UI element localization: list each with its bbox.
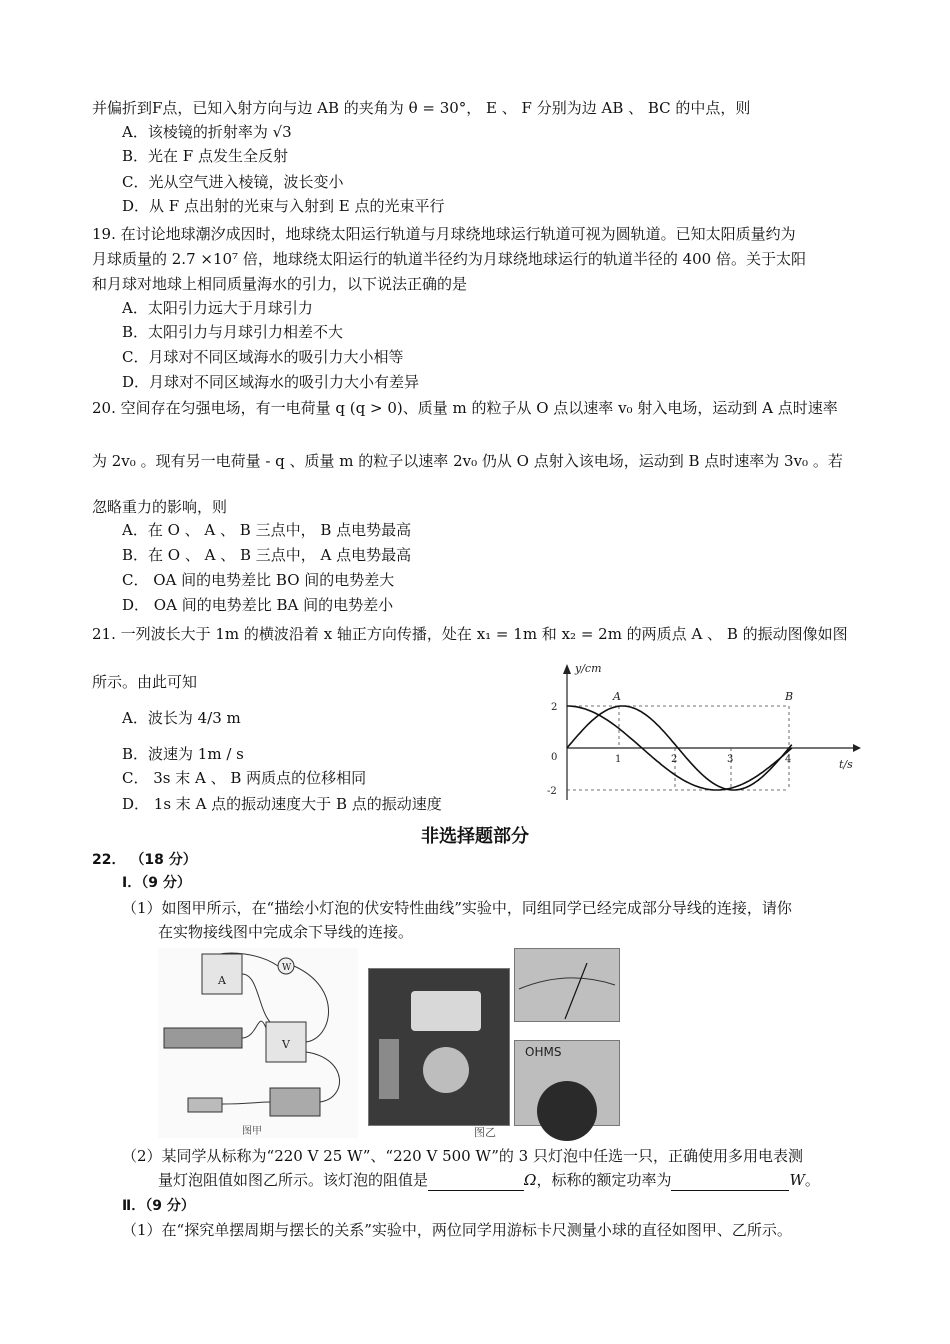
q22-p1-line1: （1）如图甲所示，在“描绘小灯泡的伏安特性曲线”实验中，同组同学已经完成部分导线的连接，请你	[122, 899, 792, 917]
q18-option-b: B．光在 F 点发生全反射	[122, 147, 288, 165]
q21-line-2: 所示。由此可知	[92, 673, 198, 691]
fig-jia-caption: 图甲	[242, 1126, 262, 1137]
q20-line-1: 20. 空间存在匀强电场，有一电荷量 q (q > 0)、质量 m 的粒子从 O 点以速率 v₀ 射入电场，运动到 A 点时速率	[92, 399, 838, 417]
y-axis-label: y/cm	[575, 662, 602, 675]
unit-ohm: Ω	[524, 1171, 537, 1189]
resistance-blank[interactable]	[428, 1170, 524, 1191]
battery	[270, 1088, 320, 1116]
y-tick-2: 2	[551, 702, 558, 713]
x-tick-3: 3	[727, 754, 734, 765]
q21-option-d: D． 1s 末 A 点的振动速度大于 B 点的振动速度	[122, 795, 442, 813]
switch	[188, 1098, 222, 1112]
svg-text:A: A	[218, 974, 226, 987]
multimeter-knob	[423, 1047, 469, 1093]
q20-option-a: A．在 O 、 A 、 B 三点中， B 点电势最高	[122, 521, 412, 539]
q19-option-c: C．月球对不同区域海水的吸引力大小相等	[122, 348, 404, 366]
q19-option-a: A．太阳引力远大于月球引力	[122, 299, 313, 317]
q19-line-2: 月球质量的 2.7 ×10⁷ 倍，地球绕太阳运行的轨道半径约为月球绕地球运行的轨道半径的 400 倍。关于太阳	[92, 250, 806, 268]
q20-option-c: C． OA 间的电势差比 BO 间的电势差大	[122, 571, 395, 589]
q18-line: 并偏折到F点，已知入射方向与边 AB 的夹角为 θ = 30°， E 、 F 分别为边 AB 、 BC 的中点，则	[92, 99, 751, 117]
p2-end: 。	[804, 1171, 820, 1189]
q21-option-c: C． 3s 末 A 、 B 两质点的位移相同	[122, 769, 367, 787]
svg-text:V: V	[282, 1038, 290, 1051]
x-tick-4: 4	[785, 754, 792, 765]
q19-line-1: 19. 在讨论地球潮汐成因时，地球绕太阳运行轨道与月球绕地球运行轨道可视为圆轨道。已知太阳质量约为	[92, 225, 796, 243]
q22-p3-line1: （1）在“探究单摆周期与摆长的关系”实验中，两位同学用游标卡尺测量小球的直径如图甲、乙所示。	[122, 1221, 792, 1239]
fig-yi-caption: 图乙	[474, 1126, 496, 1139]
p2-text-a: 量灯泡阻值如图乙所示。该灯泡的阻值是	[158, 1171, 429, 1189]
curve-a-label: A	[613, 690, 621, 703]
q21-line-1: 21. 一列波长大于 1m 的横波沿着 x 轴正方向传播，处在 x₁ = 1m 和 x₂ = 2m 的两质点 A 、 B 的振动图像如图	[92, 625, 848, 643]
rheostat	[164, 1028, 242, 1048]
curve-b-label: B	[785, 690, 794, 703]
probe-lead	[379, 1039, 399, 1099]
q19-option-d: D．月球对不同区域海水的吸引力大小有差异	[122, 373, 420, 391]
q22-p2-line1: （2）某同学从标称为“220 V 25 W”、“220 V 500 W”的 3 只灯泡中任选一只，正确使用多用电表测	[122, 1147, 803, 1165]
q19-line-3: 和月球对地球上相同质量海水的引力，以下说法正确的是	[92, 275, 468, 293]
ohms-label: OHMS	[525, 1045, 562, 1059]
q19-option-b: B．太阳引力与月球引力相差不大	[122, 323, 344, 341]
q22-p2-line2	[158, 1170, 820, 1191]
figure-yi-multimeter	[368, 968, 510, 1126]
scale-closeup	[514, 948, 620, 1022]
q20-option-d: D． OA 间的电势差比 BA 间的电势差小	[122, 596, 394, 614]
q20-line-2: 为 2v₀ 。现有另一电荷量 - q 、质量 m 的粒子以速率 2v₀ 仍从 O 点射入该电场，运动到 B 点时速率为 3v₀ 。若	[92, 452, 843, 470]
q22-title: 22． （18 分）	[92, 852, 197, 868]
p2-text-b: ，标称的额定功率为	[536, 1171, 672, 1189]
q22-part1: Ⅰ．（9 分）	[122, 875, 191, 891]
q20-option-b: B．在 O 、 A 、 B 三点中， A 点电势最高	[122, 546, 412, 564]
q22-p1-line2: 在实物接线图中完成余下导线的连接。	[158, 923, 414, 941]
q18-option-c: C．光从空气进入棱镜，波长变小	[122, 173, 344, 191]
x-tick-1: 1	[615, 754, 622, 765]
q18-option-d: D．从 F 点出射的光束与入射到 E 点的光束平行	[122, 197, 445, 215]
q18-option-a: A．该棱镜的折射率为 √3	[122, 123, 292, 141]
q22-part2: Ⅱ．（9 分）	[122, 1198, 195, 1214]
unit-watt: W	[789, 1171, 805, 1189]
y-tick-neg2: -2	[547, 786, 557, 797]
ohms-closeup	[514, 1040, 620, 1126]
svg-text:W: W	[282, 963, 292, 973]
y-axis-arrow	[563, 664, 571, 674]
figure-jia-circuit	[158, 948, 358, 1138]
x-tick-2: 2	[671, 754, 678, 765]
q21-option-b: B．波速为 1m / s	[122, 745, 244, 763]
section-title: 非选择题部分	[421, 826, 529, 847]
y-tick-0: 0	[551, 752, 558, 763]
power-blank[interactable]	[671, 1170, 789, 1191]
q20-line-3: 忽略重力的影响，则	[92, 498, 228, 516]
t-axis-arrow	[853, 744, 861, 752]
ohms-selector	[537, 1081, 597, 1141]
vibration-graph	[545, 660, 865, 810]
q21-option-a: A．波长为 4/3 m	[122, 709, 241, 727]
multimeter-dial-window	[411, 991, 481, 1031]
x-axis-label: t/s	[839, 758, 853, 771]
